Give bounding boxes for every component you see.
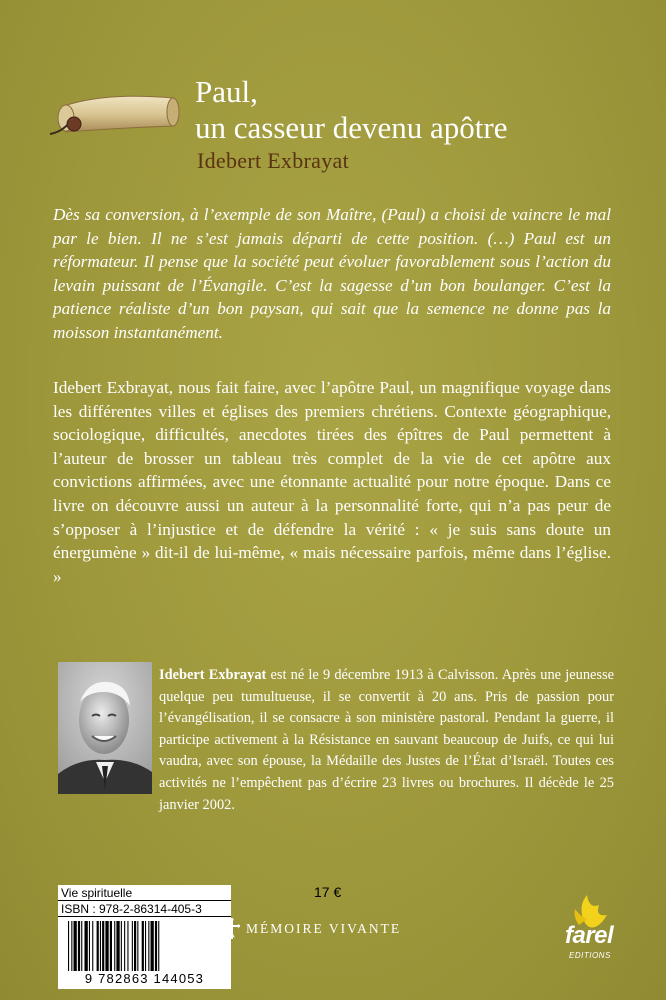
isbn-label — [58, 885, 231, 989]
author-name-heading: Idebert Exbrayat — [197, 148, 349, 173]
price: 17 € — [314, 884, 342, 900]
parchment-scroll-icon — [46, 88, 182, 140]
barcode-number: 9 782863 144053 — [84, 971, 205, 986]
isbn-number: ISBN : 978-2-86314-405-3 — [58, 901, 231, 917]
collection-label: MÉMOIRE VIVANTE — [246, 921, 402, 936]
author-photo — [58, 662, 152, 794]
bio-text: est né le 9 décembre 1913 à Calvisson. Après une jeunesse quelque peu tumultueuse, il se convertit à 20 ans. Pris de passion pour l’évangélisation, il se consacre à son ministère pastoral. Pendant la guerre, il participe activement à la Résistance en sauvant beaucoup de Juifs, ce qui lui vaudra, avec son épouse, la Médaille des Justes de l’État d’Israël. Toutes ces activités ne l’empêchent pas d’écrire 23 livres ou brochures. Il décède le 25 janvier 2002. — [159, 667, 614, 813]
summary-paragraph: Idebert Exbrayat, nous fait faire, avec l’apôtre Paul, un magnifique voyage dans les différentes villes et églises des premiers chrétiens. Contexte géographique, sociologique, difficultés, anecdotes tirées des épîtres de Paul permettent à l’auteur de brosser un tableau très complet de la vie de cet apôtre aux convictions affirmées, avec une étonnante actualité pour notre époque. Dans ce livre on découvre aussi un auteur à la personnalité forte, qui n’a pas peur de s’opposer à l’injustice et de défendre la vérité : « je suis sans doute un énergumène » dit-il de lui-même, « mais nécessaire parfois, même dans l’église. » — [53, 378, 611, 586]
quote-paragraph: Dès sa conversion, à l’exemple de son Maître, (Paul) a choisi de vaincre le mal par le bien. Il ne s’est jamais départi de cette position. (…) Paul est un réformateur. Il pense que la société peut évoluer favorablement sous l’action du levain puissant de l’Évangile. C’est la sagesse d’un bon boulanger. C’est la patience réaliste d’un bon paysan, qui sait que la semence ne donne pas la moisson instantanément. — [53, 205, 611, 342]
collection-name — [224, 918, 401, 940]
publisher-name: farel — [565, 922, 614, 949]
book-title-line-2: un casseur devenu apôtre — [195, 110, 508, 145]
bio-author-name: Idebert Exbrayat — [159, 667, 267, 683]
author-portrait-image — [58, 662, 152, 794]
publisher-subtitle: EDITIONS — [569, 951, 611, 960]
category-label: Vie spirituelle — [58, 885, 231, 901]
book-title-line-1: Paul, — [195, 74, 258, 109]
huguenot-cross-icon — [224, 918, 240, 940]
barcode-icon — [66, 921, 226, 971]
book-title — [195, 74, 507, 146]
author-bio — [159, 665, 614, 816]
